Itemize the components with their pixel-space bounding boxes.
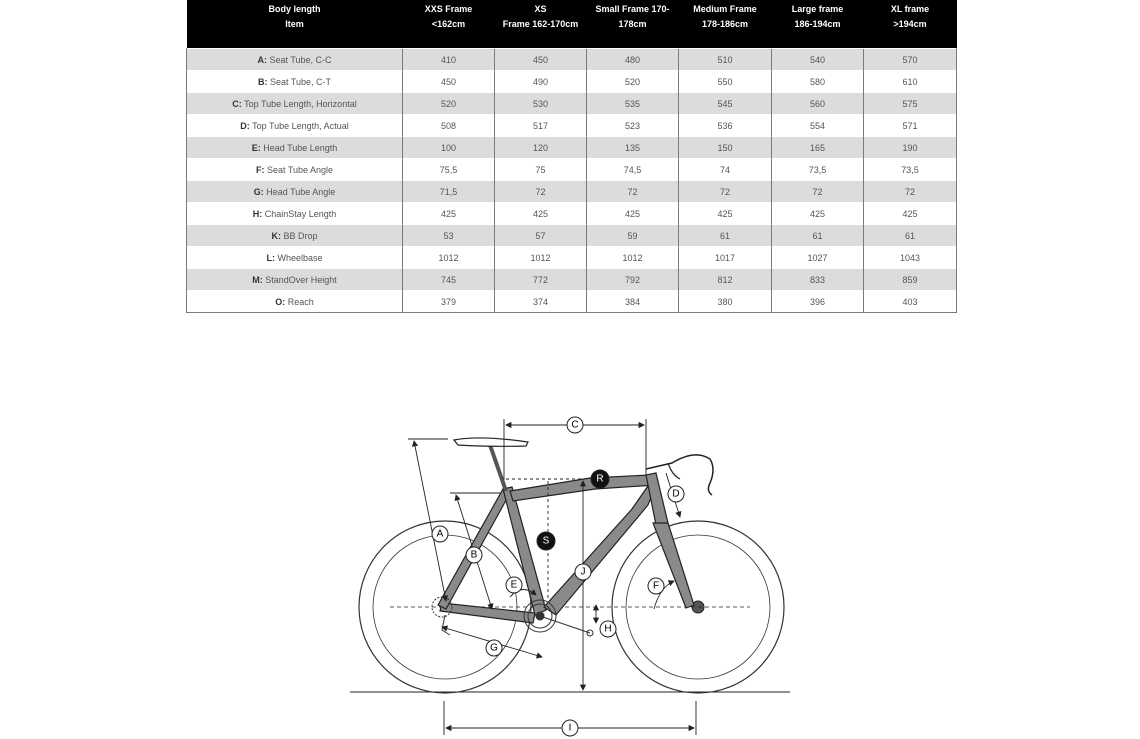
table-cell: 1012 [403, 247, 495, 269]
table-cell: 517 [495, 115, 587, 137]
header-line: Small Frame 170- [595, 4, 670, 14]
table-cell: 75 [495, 159, 587, 181]
row-label: Seat Tube, C-T [269, 76, 332, 87]
table-cell: 425 [403, 203, 495, 225]
table-cell: 425 [587, 203, 679, 225]
table-cell: 74 [679, 159, 772, 181]
row-key: A: [257, 54, 267, 65]
row-key: K: [271, 230, 281, 241]
header-line: XL frame [890, 4, 930, 14]
table-cell: 480 [587, 49, 679, 71]
table-row [187, 115, 957, 137]
marker-f [648, 578, 664, 594]
table-cell: 859 [864, 269, 957, 291]
table-cell: 425 [679, 203, 772, 225]
row-label: Reach [287, 296, 314, 307]
row-item-label [187, 291, 403, 313]
row-item-label [187, 115, 403, 137]
row-label: Top Tube Length, Actual [252, 120, 349, 131]
table-row [187, 247, 957, 269]
row-key: F: [255, 164, 265, 175]
marker-j [575, 564, 591, 580]
dimension-lines [408, 419, 696, 735]
table-cell: 1012 [587, 247, 679, 269]
table-cell: 530 [495, 93, 587, 115]
row-label: Head Tube Length [263, 142, 338, 153]
table-cell: 545 [679, 93, 772, 115]
row-item-label [187, 49, 403, 71]
row-item-label [187, 247, 403, 269]
bike-geometry-diagram [350, 405, 790, 739]
table-cell: 536 [679, 115, 772, 137]
row-key: O: [275, 296, 286, 307]
row-item-label [187, 93, 403, 115]
table-cell: 61 [864, 225, 957, 247]
row-label: BB Drop [283, 230, 318, 241]
table-cell: 410 [403, 49, 495, 71]
table-cell: 380 [679, 291, 772, 313]
row-key: E: [251, 142, 261, 153]
svg-text:B: B [470, 549, 478, 561]
table-cell: 523 [587, 115, 679, 137]
table-cell: 425 [864, 203, 957, 225]
table-cell: 490 [495, 71, 587, 93]
table-cell: 510 [679, 49, 772, 71]
table-cell: 571 [864, 115, 957, 137]
table-cell: 792 [587, 269, 679, 291]
table-cell: 61 [679, 225, 772, 247]
svg-text:G: G [490, 642, 498, 654]
table-cell: 71,5 [403, 181, 495, 203]
svg-text:R: R [596, 473, 604, 485]
table-cell: 1043 [864, 247, 957, 269]
table-cell: 72 [864, 181, 957, 203]
table-cell: 833 [772, 269, 864, 291]
table-cell: 150 [679, 137, 772, 159]
table-cell: 508 [403, 115, 495, 137]
header-size-3 [679, 0, 772, 49]
table-row [187, 49, 957, 71]
header-body-length-item [187, 0, 403, 49]
row-item-label [187, 181, 403, 203]
svg-text:I: I [568, 722, 572, 734]
table-cell: 75,5 [403, 159, 495, 181]
svg-text:J: J [580, 566, 586, 578]
table-cell: 520 [403, 93, 495, 115]
table-cell: 450 [495, 49, 587, 71]
marker-h [600, 621, 616, 637]
svg-text:A: A [436, 528, 444, 540]
row-key: M: [252, 274, 263, 285]
table-cell: 72 [772, 181, 864, 203]
row-item-label [187, 269, 403, 291]
table-cell: 554 [772, 115, 864, 137]
header-size-0 [403, 0, 495, 49]
marker-d [668, 486, 684, 502]
table-cell: 772 [495, 269, 587, 291]
table-cell: 72 [495, 181, 587, 203]
table-cell: 450 [403, 71, 495, 93]
table-row [187, 203, 957, 225]
brake-lever [668, 463, 680, 479]
table-cell: 384 [587, 291, 679, 313]
svg-text:D: D [672, 488, 680, 500]
geometry-table [186, 0, 957, 313]
marker-c [567, 417, 583, 433]
table-cell: 100 [403, 137, 495, 159]
svg-text:H: H [604, 623, 612, 635]
table-cell: 72 [587, 181, 679, 203]
table-cell: 53 [403, 225, 495, 247]
svg-text:S: S [542, 535, 550, 547]
table-cell: 74,5 [587, 159, 679, 181]
header-line: 186-194cm [794, 19, 841, 29]
table-row [187, 225, 957, 247]
header-line: Frame 162-170cm [502, 19, 579, 29]
header-size-5 [864, 0, 957, 49]
header-line: XXS Frame [424, 4, 473, 14]
table-cell: 1027 [772, 247, 864, 269]
header-size-1 [495, 0, 587, 49]
header-line: Body length [268, 4, 321, 14]
header-line: Item [285, 19, 304, 29]
table-cell: 73,5 [864, 159, 957, 181]
table-cell: 425 [495, 203, 587, 225]
header-line: Medium Frame [693, 4, 757, 14]
table-cell: 575 [864, 93, 957, 115]
row-key: B: [257, 76, 268, 87]
marker-s [537, 532, 555, 550]
row-key: D: [240, 120, 250, 131]
row-label: Head Tube Angle [266, 186, 336, 197]
header-line: <162cm [431, 19, 466, 29]
saddle [454, 438, 528, 446]
svg-text:F: F [652, 580, 660, 592]
header-line: XS [534, 4, 547, 14]
row-label: StandOver Height [265, 274, 337, 285]
table-row [187, 159, 957, 181]
table-cell: 165 [772, 137, 864, 159]
table-cell: 570 [864, 49, 957, 71]
row-label: Wheelbase [277, 252, 323, 263]
svg-text:C: C [571, 419, 579, 431]
table-row [187, 181, 957, 203]
marker-g [486, 640, 502, 656]
row-item-label [187, 137, 403, 159]
row-label: Seat Tube, C-C [269, 54, 332, 65]
header-size-2 [587, 0, 679, 49]
table-cell: 190 [864, 137, 957, 159]
row-item-label [187, 71, 403, 93]
table-row [187, 291, 957, 313]
header-line: 178-186cm [701, 19, 749, 29]
row-item-label [187, 225, 403, 247]
row-item-label [187, 159, 403, 181]
table-cell: 580 [772, 71, 864, 93]
table-cell: 61 [772, 225, 864, 247]
table-row [187, 71, 957, 93]
table-cell: 57 [495, 225, 587, 247]
table-cell: 374 [495, 291, 587, 313]
table-cell: 535 [587, 93, 679, 115]
svg-text:E: E [510, 579, 518, 591]
table-cell: 1012 [495, 247, 587, 269]
table-cell: 610 [864, 71, 957, 93]
marker-i [562, 720, 578, 736]
table-cell: 379 [403, 291, 495, 313]
table-cell: 135 [587, 137, 679, 159]
marker-b [466, 547, 482, 563]
header-line: Large frame [791, 4, 844, 14]
row-key: C: [232, 98, 242, 109]
header-line: 178cm [618, 19, 647, 29]
table-cell: 425 [772, 203, 864, 225]
header-size-4 [772, 0, 864, 49]
table-cell: 812 [679, 269, 772, 291]
row-label: ChainStay Length [264, 208, 337, 219]
table-cell: 550 [679, 71, 772, 93]
table-cell: 73,5 [772, 159, 864, 181]
marker-e [506, 577, 522, 593]
row-label: Seat Tube Angle [266, 164, 334, 175]
row-key: G: [253, 186, 264, 197]
row-item-label [187, 203, 403, 225]
table-cell: 1017 [679, 247, 772, 269]
table-cell: 120 [495, 137, 587, 159]
table-cell: 745 [403, 269, 495, 291]
table-row [187, 269, 957, 291]
table-cell: 560 [772, 93, 864, 115]
table-cell: 59 [587, 225, 679, 247]
table-cell: 520 [587, 71, 679, 93]
table-row [187, 93, 957, 115]
row-key: H: [252, 208, 263, 219]
table-body [187, 49, 957, 313]
table-cell: 540 [772, 49, 864, 71]
table-row [187, 137, 957, 159]
marker-r [591, 470, 609, 488]
marker-a [432, 526, 448, 542]
row-key: L: [266, 252, 275, 263]
table-header-row [187, 0, 957, 49]
header-line: >194cm [893, 19, 927, 29]
table-cell: 396 [772, 291, 864, 313]
table-cell: 72 [679, 181, 772, 203]
table-cell: 403 [864, 291, 957, 313]
row-label: Top Tube Length, Horizontal [244, 98, 357, 109]
